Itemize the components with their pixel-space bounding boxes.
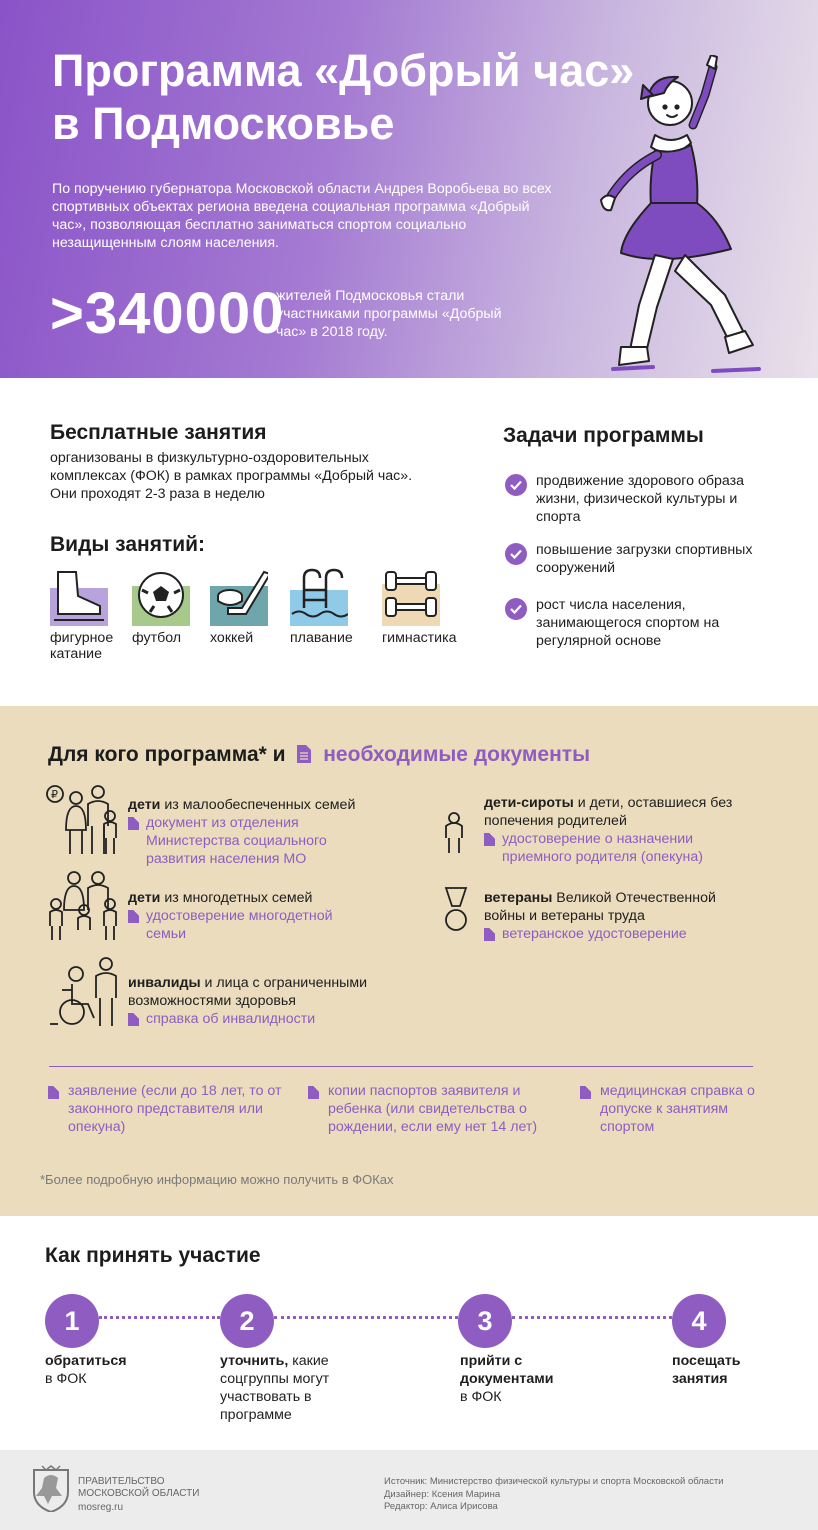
free-classes-desc: организованы в физкультурно-оздоровительных комплексах (ФОК) в рамках программы «Добрый час». Они проходят 2-3 раза в неделю [50, 450, 413, 502]
group-bold: дети [128, 890, 161, 906]
check-icon [505, 474, 527, 496]
free-classes-section [0, 378, 818, 706]
document-icon [297, 745, 311, 763]
step-bold: прийти с документами [460, 1353, 554, 1387]
coat-of-arms-icon [30, 1464, 72, 1512]
group-document: удостоверение многодетной семьи [128, 907, 368, 943]
kind-label: плавание [290, 630, 353, 646]
step-bold: уточнить, [220, 1353, 289, 1369]
group-document: удостоверение о назначении приемного родителя (опекуна) [484, 830, 734, 866]
section-divider [49, 1066, 753, 1067]
group-low-income [128, 796, 388, 868]
kind-swimming [290, 568, 353, 646]
how-to-section [0, 1216, 818, 1450]
group-bold: ветераны [484, 890, 553, 906]
eligibility-section [0, 706, 818, 1216]
gov-name-line1: ПРАВИТЕЛЬСТВО [78, 1476, 165, 1487]
task-text: продвижение здорового образа жизни, физической культуры и спорта [536, 473, 745, 525]
credit-editor: Редактор: Алиса Ирисова [384, 1501, 498, 1512]
kind-label: хоккей [210, 630, 254, 646]
group-document: ветеранское удостоверение [484, 925, 744, 943]
free-classes-title: Бесплатные занятия [50, 421, 267, 444]
dumbbell-icon [382, 568, 440, 626]
kind-gymnastics [382, 568, 457, 646]
eligibility-title [48, 742, 590, 768]
low-income-family-icon [44, 784, 122, 858]
title-line-1: Программа «Добрый час» [52, 45, 635, 96]
step-3-circle: 3 [458, 1294, 512, 1348]
football-icon [132, 568, 190, 626]
kind-label: футбол [132, 630, 182, 646]
step-rest: какие соцгруппы могут участвовать в программе [220, 1353, 330, 1423]
credit-designer: Дизайнер: Ксения Марина [384, 1488, 501, 1500]
step-connector [512, 1316, 672, 1319]
common-doc-medical: медицинская справка о допуске к занятиям спортом [580, 1082, 780, 1136]
common-doc-passports: копии паспортов заявителя и ребенка (или свидетельства о рождении, если ему нет 14 лет) [308, 1082, 570, 1136]
participants-note: жителей Подмосковья стали участниками программы «Добрый час» в 2018 году. [276, 288, 502, 340]
step-3-text [460, 1352, 580, 1406]
eligibility-title-part1: Для кого программа* и [48, 743, 286, 766]
group-bold: дети [128, 797, 161, 813]
step-1-circle: 1 [45, 1294, 99, 1348]
tasks-title: Задачи программы [503, 424, 704, 447]
group-rest: и дети, оставшиеся без попечения родителей [484, 795, 733, 829]
svg-text:₽: ₽ [51, 789, 58, 801]
gov-site-link[interactable]: mosreg.ru [78, 1502, 124, 1513]
step-4-circle: 4 [672, 1294, 726, 1348]
large-family-icon [44, 870, 122, 942]
group-document: справка об инвалидности [128, 1010, 398, 1028]
group-rest: из малообеспеченных семей [164, 797, 356, 813]
step-connector [274, 1316, 458, 1319]
kind-figure-skating [50, 568, 125, 662]
group-veterans [484, 889, 744, 943]
eligibility-title-part2: необходимые документы [323, 743, 591, 766]
how-to-title: Как принять участие [45, 1244, 261, 1267]
skate-icon [50, 568, 108, 626]
common-doc-application: заявление (если до 18 лет, то от законного представителя или опекуна) [48, 1082, 288, 1136]
check-icon [505, 598, 527, 620]
step-connector [99, 1316, 220, 1319]
credit-source: Источник: Министерство физической культуры и спорта Московской области [384, 1476, 724, 1487]
footnote: *Более подробную информацию можно получить в ФОКах [40, 1172, 394, 1187]
orphan-child-icon [442, 812, 466, 854]
group-bold: инвалиды [128, 975, 201, 991]
group-bold: дети-сироты [484, 795, 574, 811]
kind-hockey [210, 568, 268, 646]
task-text: рост числа населения, занимающегося спортом на регулярной основе [536, 597, 720, 649]
kind-football [132, 568, 190, 646]
disabled-person-icon [46, 956, 122, 1028]
step-4-text [672, 1352, 772, 1388]
figure-skater-illustration [585, 55, 785, 378]
hockey-icon [210, 568, 268, 626]
gov-name-line2: МОСКОВСКОЙ ОБЛАСТИ [78, 1488, 200, 1499]
title-line-2: в Подмосковье [52, 98, 395, 149]
intro-text: По поручению губернатора Московской области Андрея Воробьева во всех спортивных объектах региона введена социальная программа «Добрый час», позволяющая бесплатно заниматься спортом социально незащищенным слоям населения. [52, 181, 552, 251]
step-2-text [220, 1352, 360, 1424]
group-large-family [128, 889, 368, 943]
kind-label: гимнастика [382, 630, 457, 646]
task-text: повышение загрузки спортивных сооружений [536, 542, 753, 576]
medal-icon [444, 886, 468, 934]
swimming-icon [290, 568, 348, 626]
gov-name [78, 1476, 199, 1500]
group-disabled [128, 974, 398, 1028]
kind-label: фигурное катание [50, 630, 114, 662]
group-orphans [484, 794, 734, 866]
participants-number: >340000 [50, 281, 285, 346]
group-rest: Великой Отечественной войны и ветераны труда [484, 890, 716, 924]
step-bold: обратиться [45, 1353, 127, 1369]
credits [384, 1476, 723, 1514]
footer [0, 1450, 818, 1530]
group-rest: и лица с ограниченными возможностями здоровья [128, 975, 368, 1009]
group-document: документ из отделения Министерства социального развития населения МО [128, 814, 388, 868]
header-banner [0, 0, 818, 378]
step-rest: в ФОК [45, 1371, 87, 1387]
step-bold: посещать занятия [672, 1353, 741, 1387]
step-2-circle: 2 [220, 1294, 274, 1348]
step-1-text [45, 1352, 175, 1388]
kinds-title: Виды занятий: [50, 533, 206, 556]
check-icon [505, 543, 527, 565]
group-rest: из многодетных семей [164, 890, 313, 906]
step-rest: в ФОК [460, 1389, 502, 1405]
